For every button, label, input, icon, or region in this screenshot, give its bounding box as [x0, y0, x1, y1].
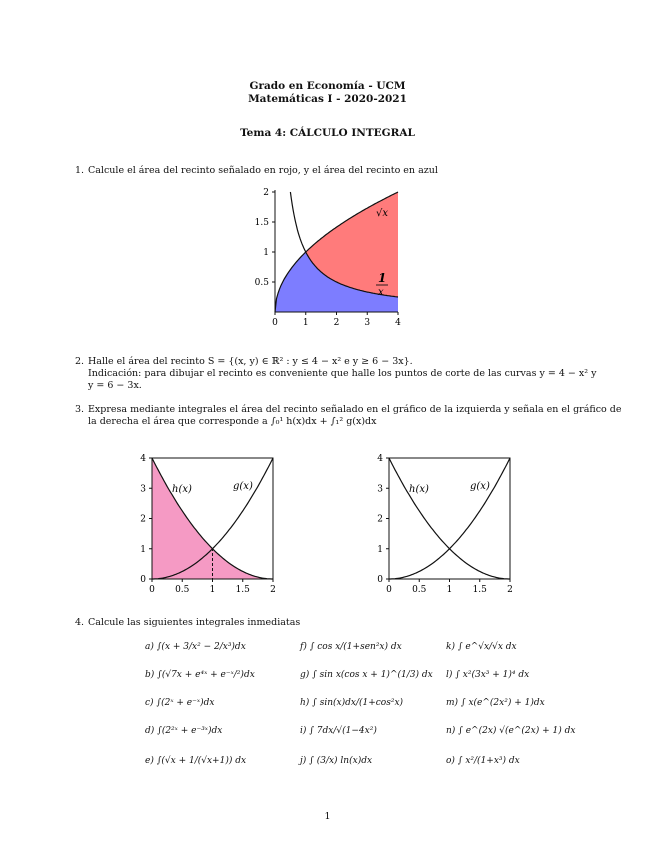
q3-x-tick-label: 1 [209, 585, 216, 595]
exercise-o: o) ∫ x²/(1+x³) dx [446, 756, 520, 766]
q3-y-tick-label: 2 [140, 514, 146, 525]
exercise-e: e) ∫(√x + 1/(√x+1)) dx [145, 756, 247, 766]
header-line-1: Grado en Economía - UCM [249, 80, 406, 92]
exercise-d: d) ∫(2²ˣ + e⁻³ˣ)dx [145, 726, 223, 736]
q3-number: 3. [75, 404, 85, 415]
exercise-k: k) ∫ e^√x/√x dx [446, 642, 517, 652]
q1-inv-denominator: x [378, 287, 384, 298]
q1-x-tick-label: 3 [364, 318, 371, 328]
q1-number: 1. [75, 165, 85, 176]
q4-text: Calcule las siguientes integrales inmediatas [88, 617, 301, 628]
q1-x-tick-label: 0 [272, 318, 278, 328]
exercise-h: h) ∫ sin(x)dx/(1+cos²x) [300, 698, 404, 708]
exercise-g: g) ∫ sin x(cos x + 1)^(1/3) dx [300, 670, 433, 680]
q3-line-2: la derecha el área que corresponde a ∫₀¹ h(x)dx + ∫₁² g(x)dx [88, 416, 377, 427]
q1-chart [240, 182, 410, 332]
q2-line-3: y = 6 − 3x. [88, 380, 142, 391]
q3-y-tick-label: 3 [377, 484, 383, 495]
q3-right-g-label: g(x) [470, 481, 490, 492]
q3-right-g-curve [389, 458, 510, 579]
q1-y-tick-label: 1.5 [254, 218, 269, 228]
exercise-b: b) ∫(√7x + e⁴ˣ + e⁻ˣ/²)dx [145, 670, 255, 680]
q3-right-chart [358, 448, 518, 600]
q1-y-tick-label: 2 [263, 188, 269, 198]
exercise-m: m) ∫ x(e^(2x²) + 1)dx [446, 698, 545, 708]
q2-number: 2. [75, 356, 85, 367]
q3-left-chart [130, 448, 290, 600]
q3-y-tick-label: 0 [140, 575, 146, 585]
q4-number: 4. [75, 617, 85, 628]
q1-sqrt-label: √x [376, 208, 389, 219]
q3-y-tick-label: 1 [140, 544, 146, 555]
topic-title: Tema 4: CÁLCULO INTEGRAL [240, 127, 415, 139]
exercise-n: n) ∫ e^(2x) √(e^(2x) + 1) dx [446, 726, 576, 736]
q3-x-tick-label: 0.5 [412, 585, 427, 595]
q1-x-tick-label: 2 [333, 318, 340, 328]
q3-y-tick-label: 1 [377, 544, 383, 555]
exercise-a: a) ∫(x + 3/x² − 2/x³)dx [145, 642, 246, 652]
q3-right-h-label: h(x) [409, 484, 429, 495]
exercise-c: c) ∫(2ˣ + e⁻ˣ)dx [145, 698, 215, 708]
q1-x-tick-label: 4 [395, 318, 401, 328]
q1-text: Calcule el área del recinto señalado en rojo, y el área del recinto en azul [88, 165, 438, 176]
q3-y-tick-label: 4 [377, 454, 383, 464]
q3-x-tick-label: 0 [149, 585, 155, 595]
q3-x-tick-label: 1 [446, 585, 453, 595]
page-number: 1 [324, 811, 331, 822]
q3-y-tick-label: 3 [140, 484, 146, 495]
q3-x-tick-label: 0 [386, 585, 392, 595]
exercise-i: i) ∫ 7dx/√(1−4x²) [300, 726, 377, 736]
exercise-j: j) ∫ (3/x) ln(x)dx [300, 756, 373, 766]
exercise-f: f) ∫ cos x/(1+sen²x) dx [300, 642, 402, 652]
q1-inv-numerator: 1 [378, 271, 387, 285]
q3-x-tick-label: 2 [507, 585, 513, 595]
q2-line-2: Indicación: para dibujar el recinto es conveniente que halle los puntos de corte de las curvas y = 4 − x² y [88, 368, 597, 379]
q3-line-1: Expresa mediante integrales el área del recinto señalado en el gráfico de la izquierda y señala en el gráfico de [88, 404, 622, 415]
q3-x-tick-label: 2 [270, 585, 276, 595]
q3-x-tick-label: 1.5 [235, 585, 250, 595]
q3-x-tick-label: 1.5 [472, 585, 487, 595]
q3-right-h-curve [389, 458, 510, 579]
q1-y-tick-label: 0.5 [254, 278, 269, 288]
q3-left-g-label: g(x) [233, 481, 253, 492]
q1-x-tick-label: 1 [302, 318, 309, 328]
q3-left-h-label: h(x) [172, 484, 192, 495]
q2-line-1: Halle el área del recinto S = {(x, y) ∈ ℝ² : y ≤ 4 − x² e y ≥ 6 − 3x}. [88, 356, 413, 367]
q3-x-tick-label: 0.5 [175, 585, 190, 595]
q3-y-tick-label: 0 [377, 575, 383, 585]
q3-y-tick-label: 2 [377, 514, 383, 525]
header-line-2: Matemáticas I - 2020-2021 [248, 93, 407, 105]
exercise-l: l) ∫ x²(3x³ + 1)⁴ dx [446, 670, 530, 680]
q3-y-tick-label: 4 [140, 454, 146, 464]
q1-y-tick-label: 1 [263, 248, 269, 258]
q3-right-frame [389, 458, 510, 579]
